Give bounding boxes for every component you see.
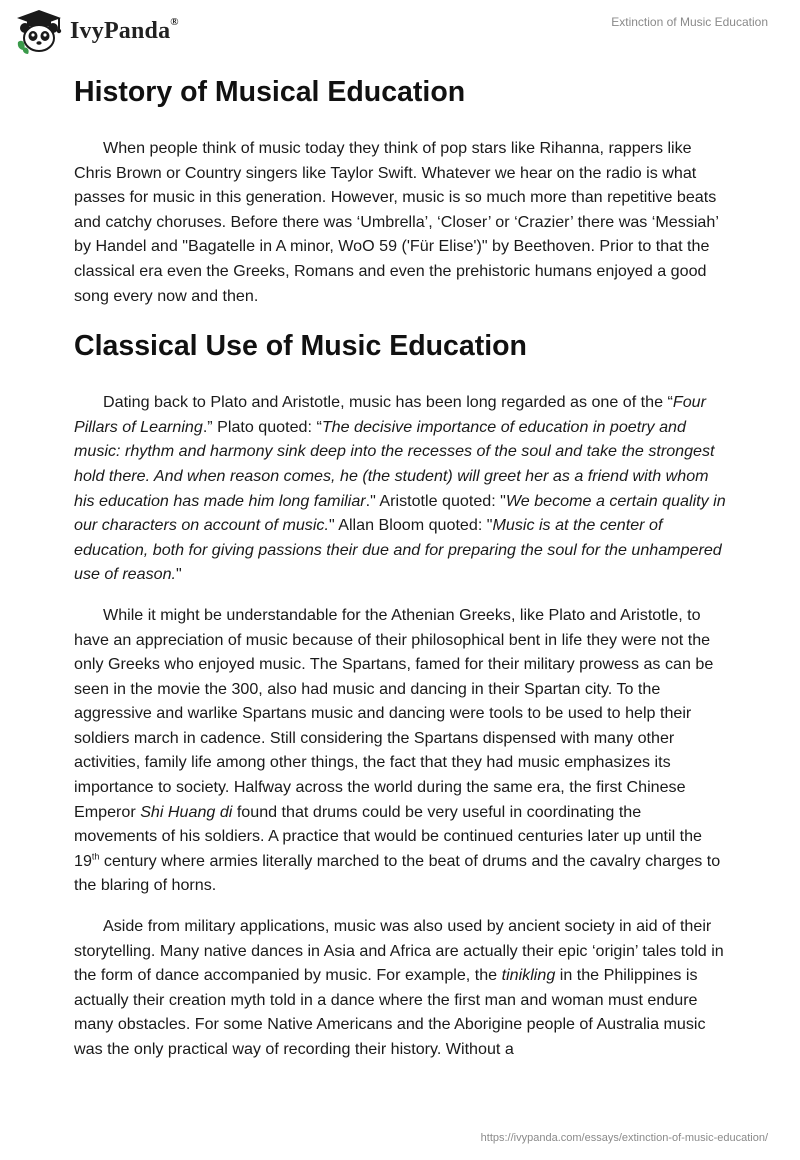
paragraph-classical-quotes: Dating back to Plato and Aristotle, music has been long regarded as one of the “Four Pillars of Learning.” Plato quoted: “The decisive importance of education in poetry and music: rhythm and harmony sink deep into the recesses of the soul and take the strongest hold there. And when reason comes, he (the student) will greet her as a friend with whom his education has made him long familiar." Aristotle quoted: "We become a certain quality in our characters on account of music." Allan Bloom quoted: "Music is at the center of education, both for giving passions their due and for preparing the soul for the unhampered use of reason." [74, 393, 726, 584]
brand-name: IvyPanda® [70, 15, 179, 44]
source-url[interactable]: https://ivypanda.com/essays/extinction-of-music-education/ [480, 1132, 768, 1144]
ivypanda-logo[interactable] [14, 8, 179, 54]
section-heading-classical: Classical Use of Music Education [74, 330, 527, 363]
paragraph-spartans: While it might be understandable for the Athenian Greeks, like Plato and Aristotle, to have an appreciation of music because of their philosophical bent in life they were not the only Greeks who enjoyed music. The Spartans, famed for their military prowess as can be seen in the movie the 300, also had music and dancing in their Spartan city. To the aggressive and warlike Spartans music and dancing were tools to be used to help their soldiers march in cadence. Still considering the Spartans dispensed with many other activities, family life among other things, the fact that they had music emphasizes its importance to society. Halfway across the world during the same era, the first Chinese Emperor Shi Huang di found that drums could be very useful in coordinating the movements of his soldiers. A practice that would be continued centuries later up until the 19th century where armies literally marched to the beat of drums and the cavalry charges to the blaring of horns. [74, 605, 721, 895]
essay-content [74, 72, 726, 1062]
paragraph-history: When people think of music today they think of pop stars like Rihanna, rappers like Chris Brown or Country singers like Taylor Swift. Whatever we hear on the radio is what passes for music in this generation. However, music is so much more than repetitive beats and catchy choruses. Before there was ‘Umbrella’, ‘Closer’ or ‘Crazier’ there was ‘Messiah’ by Handel and "Bagatelle in A minor, WoO 59 ('Für Elise')" by Beethoven. Prior to that the classical era even the Greeks, Romans and even the prehistoric humans enjoyed a good song every now and then. [74, 139, 719, 305]
page-header [0, 0, 800, 64]
document-title: Extinction of Music Education [611, 15, 768, 29]
section-heading-history: History of Musical Education [74, 76, 466, 108]
paragraph-storytelling: Aside from military applications, music was also used by ancient society in aid of their storytelling. Many native dances in Asia and Africa are actually their epic ‘origin’ tales told in the form of dance accompanied by music. For example, the tinikling in the Philippines is actually their creation myth told in a dance where the first man and woman must endure many obstacles. For some Native Americans and the Aborigine people of Australia music was the only practical way of recording their history. Without a [74, 917, 724, 1058]
panda-graduation-icon [14, 8, 64, 54]
